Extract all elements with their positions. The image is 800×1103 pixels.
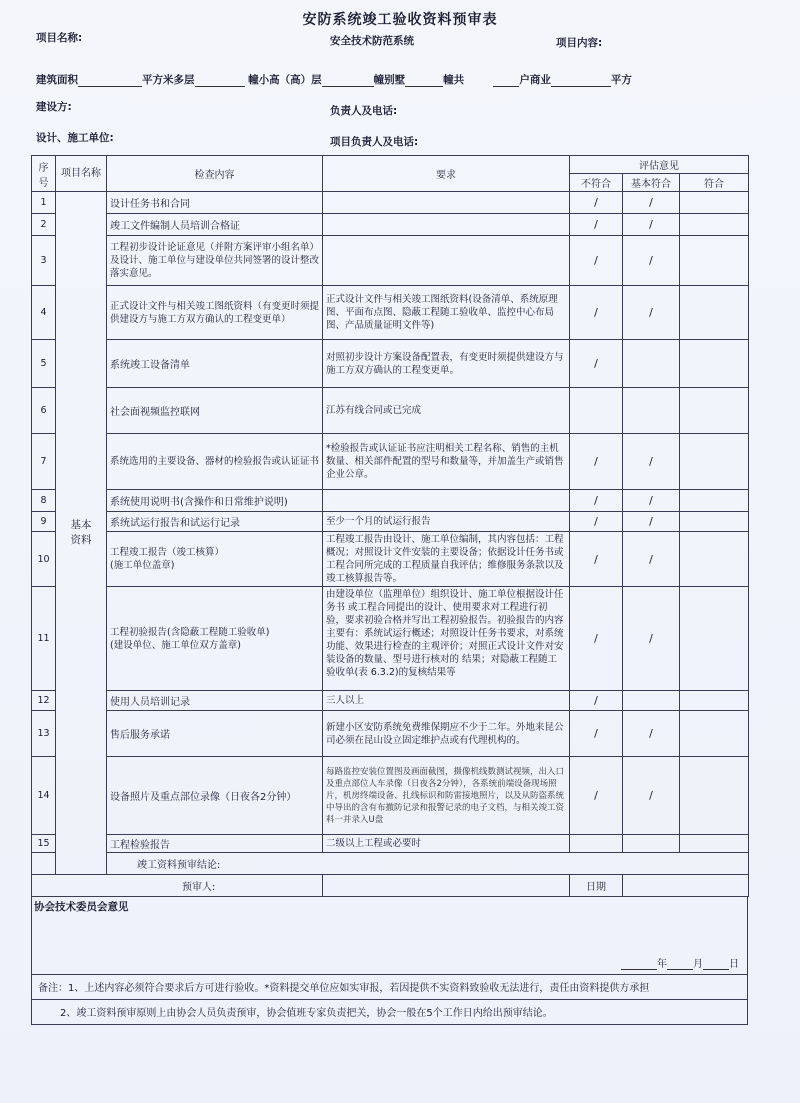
committee-date — [621, 955, 739, 970]
row-mark-compliant — [680, 388, 749, 434]
table-row — [32, 711, 749, 757]
row-mark-basic: / — [623, 757, 680, 835]
table-row — [32, 587, 749, 691]
day-blank — [703, 958, 729, 970]
row-mark-basic: / — [623, 192, 680, 214]
row-mark-noncompliant: / — [570, 532, 623, 587]
table-row — [32, 388, 749, 434]
project-leader-label: 项目负责人及电话: — [330, 136, 419, 148]
building-total: 幢共 — [443, 74, 465, 86]
row-no: 9 — [32, 512, 56, 532]
row-mark-basic: / — [623, 512, 680, 532]
col-compliant-header: 符合 — [680, 174, 749, 192]
row-content-sub: (建设单位、施工单位双方盖章) — [110, 639, 241, 651]
form-title: 安防系统竣工验收资料预审表 — [302, 12, 498, 28]
reviewer-row — [32, 875, 749, 897]
col-no-header: 序号 — [32, 156, 56, 192]
row-mark-basic — [623, 835, 680, 853]
review-table — [31, 155, 749, 897]
row-no: 3 — [32, 236, 56, 286]
row-req: 正式设计文件与相关竣工图纸资料(设备清单、系统原理图、平面布点图、隐蔽工程随工验收单、监控中心布局图、产品质量证明文件等) — [323, 286, 570, 340]
multi-blank — [195, 75, 245, 87]
area-blank — [78, 75, 142, 87]
row-mark-compliant — [680, 286, 749, 340]
reviewer-label: 预审人: — [32, 875, 323, 897]
row-req — [323, 214, 570, 236]
table-row — [32, 434, 749, 490]
table-row — [32, 757, 749, 835]
date-label: 日期 — [570, 875, 623, 897]
col-basic-header: 基本符合 — [623, 174, 680, 192]
row-content: 设备照片及重点部位录像（日夜各2分钟） — [107, 757, 323, 835]
row-mark-compliant — [680, 214, 749, 236]
row-req: 至少一个月的试运行报告 — [323, 512, 570, 532]
conclusion-label: 竣工资料预审结论: — [107, 853, 749, 875]
unit-sqm-multi: 平方米多层 — [142, 74, 195, 86]
row-content-main: 工程初验报告(含隐蔽工程随工验收单) — [110, 626, 270, 638]
row-mark-compliant — [680, 757, 749, 835]
date-blank — [623, 875, 749, 897]
row-no: 11 — [32, 587, 56, 691]
total-blank — [493, 75, 519, 87]
row-mark-noncompliant: / — [570, 286, 623, 340]
table-row — [32, 192, 749, 214]
row-mark-noncompliant: / — [570, 691, 623, 711]
row-content — [107, 587, 323, 691]
row-mark-noncompliant: / — [570, 340, 623, 388]
row-mark-noncompliant: / — [570, 490, 623, 512]
month-label: 月 — [693, 959, 703, 970]
row-no: 6 — [32, 388, 56, 434]
row-mark-compliant — [680, 236, 749, 286]
row-mark-basic: / — [623, 711, 680, 757]
project-name-label: 项目名称: — [36, 32, 83, 44]
row-mark-noncompliant: / — [570, 512, 623, 532]
category-label: 基本资料 — [70, 519, 92, 546]
row-mark-noncompliant: / — [570, 711, 623, 757]
row-content: 系统使用说明书(含操作和日常维护说明) — [107, 490, 323, 512]
year-label: 年 — [657, 959, 667, 970]
row-mark-noncompliant: / — [570, 236, 623, 286]
reviewer-blank — [323, 875, 570, 897]
row-content — [107, 532, 323, 587]
row-req: 三人以上 — [323, 691, 570, 711]
row-content: 系统竣工设备清单 — [107, 340, 323, 388]
building-villa: 幢别墅 — [373, 74, 406, 86]
row-no: 4 — [32, 286, 56, 340]
project-content-label: 项目内容: — [556, 37, 603, 49]
row-mark-basic: / — [623, 236, 680, 286]
row-content-main: 工程竣工报告（竣工核算） — [110, 547, 225, 558]
unit-sqm: 平方 — [610, 74, 632, 86]
table-row — [32, 532, 749, 587]
row-no: 15 — [32, 835, 56, 853]
table-row — [32, 236, 749, 286]
table-row — [32, 835, 749, 853]
builder-label: 建设方: — [36, 101, 72, 113]
conclusion-row — [32, 853, 749, 875]
table-row — [32, 490, 749, 512]
row-mark-basic: / — [623, 532, 680, 587]
row-req: *检验报告或认证证书应注明相关工程名称、销售的主机数量、相关部件配置的型号和数量等，并加盖生产或销售企业公章。 — [323, 434, 570, 490]
row-mark-compliant — [680, 532, 749, 587]
row-req — [323, 236, 570, 286]
row-no: 10 — [32, 532, 56, 587]
day-label: 日 — [729, 959, 739, 970]
row-mark-basic — [623, 691, 680, 711]
row-mark-compliant — [680, 587, 749, 691]
col-content-header: 检查内容 — [107, 156, 323, 192]
row-no: 14 — [32, 757, 56, 835]
row-content-sub: (施工单位盖章) — [110, 560, 175, 571]
row-mark-basic: / — [623, 214, 680, 236]
year-blank — [621, 958, 657, 970]
row-mark-basic: / — [623, 286, 680, 340]
table-row — [32, 340, 749, 388]
row-mark-compliant — [680, 340, 749, 388]
row-req: 江苏有线合同或已完成 — [323, 388, 570, 434]
row-content: 使用人员培训记录 — [107, 691, 323, 711]
row-no: 5 — [32, 340, 56, 388]
villa-blank — [405, 75, 443, 87]
row-mark-basic: / — [623, 434, 680, 490]
row-mark-basic — [623, 340, 680, 388]
committee-label: 协会技术委员会意见 — [34, 901, 129, 913]
row-no: 1 — [32, 192, 56, 214]
row-no: 13 — [32, 711, 56, 757]
project-type: 安全技术防范系统 — [330, 35, 414, 47]
row-no: 7 — [32, 434, 56, 490]
row-mark-compliant — [680, 490, 749, 512]
row-mark-noncompliant — [570, 388, 623, 434]
month-blank — [667, 958, 693, 970]
building-small-high: 幢小高（高）层 — [248, 74, 322, 86]
row-no: 12 — [32, 691, 56, 711]
row-req: 对照初步设计方案设备配置表，有变更时须提供建设方与施工方双方确认的工程变更单。 — [323, 340, 570, 388]
row-req: 二级以上工程或必要时 — [323, 835, 570, 853]
row-no: 2 — [32, 214, 56, 236]
row-content: 系统试运行报告和试运行记录 — [107, 512, 323, 532]
col-item-header: 项目名称 — [56, 156, 107, 192]
area-label: 建筑面积 — [36, 74, 78, 86]
commercial-blank — [551, 75, 611, 87]
col-requirement-header: 要求 — [323, 156, 570, 192]
row-req — [323, 192, 570, 214]
note-2: 2、竣工资料预审原则上由协会人员负责预审，协会值班专家负责把关，协会一般在5个工作日内给出预审结论。 — [31, 1000, 748, 1025]
col-noncompliant-header: 不符合 — [570, 174, 623, 192]
row-mark-noncompliant: / — [570, 434, 623, 490]
table-row — [32, 214, 749, 236]
row-no: 8 — [32, 490, 56, 512]
row-content: 正式设计文件与相关竣工图纸资料（有变更时须提供建设方与施工方双方确认的工程变更单） — [107, 286, 323, 340]
row-mark-basic: / — [623, 490, 680, 512]
household-commercial: 户商业 — [519, 74, 551, 86]
row-req: 由建设单位（监理单位）组织设计、施工单位根据设计任务书 或工程合同提出的设计、使用要求对工程进行初验，要求初验合格并写出工程初验报告。初验报告的内容主要有：系统试运行概述；对照设计任务书要求，对系统功能、效果进行检查的主观评价；对照正式设计文件对安装设备的数量、型号进行核对的 结果；对隐蔽工程随工验收单(表 6.3.2)的复核结果等 — [323, 587, 570, 691]
row-content: 工程检验报告 — [107, 835, 323, 853]
row-content: 售后服务承诺 — [107, 711, 323, 757]
row-mark-noncompliant: / — [570, 214, 623, 236]
row-req: 新建小区安防系统免费维保期应不少于二年。外地来昆公司必须在昆山设立固定维护点或有代理机构的。 — [323, 711, 570, 757]
note-1: 备注：1、上述内容必须符合要求后方可进行验收。*资料提交单位应如实审报，若因提供不实资料致验收无法进行，责任由资料提供方承担 — [31, 975, 748, 1000]
category-cell — [56, 192, 107, 875]
table-row — [32, 691, 749, 711]
row-content: 设计任务书和合同 — [107, 192, 323, 214]
row-content: 竣工文件编制人员培训合格证 — [107, 214, 323, 236]
high-blank — [322, 75, 374, 87]
area-line — [36, 72, 632, 87]
row-mark-basic: / — [623, 587, 680, 691]
row-mark-noncompliant: / — [570, 587, 623, 691]
row-mark-compliant — [680, 512, 749, 532]
row-mark-compliant — [680, 711, 749, 757]
table-row — [32, 286, 749, 340]
table-row — [32, 512, 749, 532]
row-mark-compliant — [680, 434, 749, 490]
row-req: 每路监控安装位置图及画面截图，摄像机线数测试视频，出入口及重点部位人车录像（日夜各2分钟），各系统前端设备现场照片，机房终端设备、扎线标识和防雷接地照片，以及从防盗系统中导出的含有布撤防记录和报警记录的电子文档，与相关竣工资料一并录入U盘 — [323, 757, 570, 835]
row-content: 系统选用的主要设备、器材的检验报告或认证证书 — [107, 434, 323, 490]
row-mark-noncompliant: / — [570, 757, 623, 835]
responsible-label: 负责人及电话: — [330, 105, 398, 117]
row-content: 工程初步设计论证意见（并附方案评审小组名单）及设计、施工单位与建设单位共同签署的设计整改落实意见。 — [107, 236, 323, 286]
row-mark-noncompliant: / — [570, 192, 623, 214]
committee-box — [31, 897, 748, 975]
row-mark-compliant — [680, 691, 749, 711]
row-mark-noncompliant — [570, 835, 623, 853]
row-mark-basic — [623, 388, 680, 434]
conclusion-blank — [32, 853, 56, 875]
row-mark-compliant — [680, 835, 749, 853]
row-mark-compliant — [680, 192, 749, 214]
row-req — [323, 490, 570, 512]
row-req: 工程竣工报告由设计、施工单位编制，其内容包括：工程概况；对照设计文件安装的主要设备；依据设计任务书或工程合同所完成的工程质量自我评估；维修服务条款以及竣工核算报告等。 — [323, 532, 570, 587]
design-construction-label: 设计、施工单位: — [36, 132, 114, 144]
col-evaluation-header: 评估意见 — [570, 156, 749, 174]
row-content: 社会面视频监控联网 — [107, 388, 323, 434]
